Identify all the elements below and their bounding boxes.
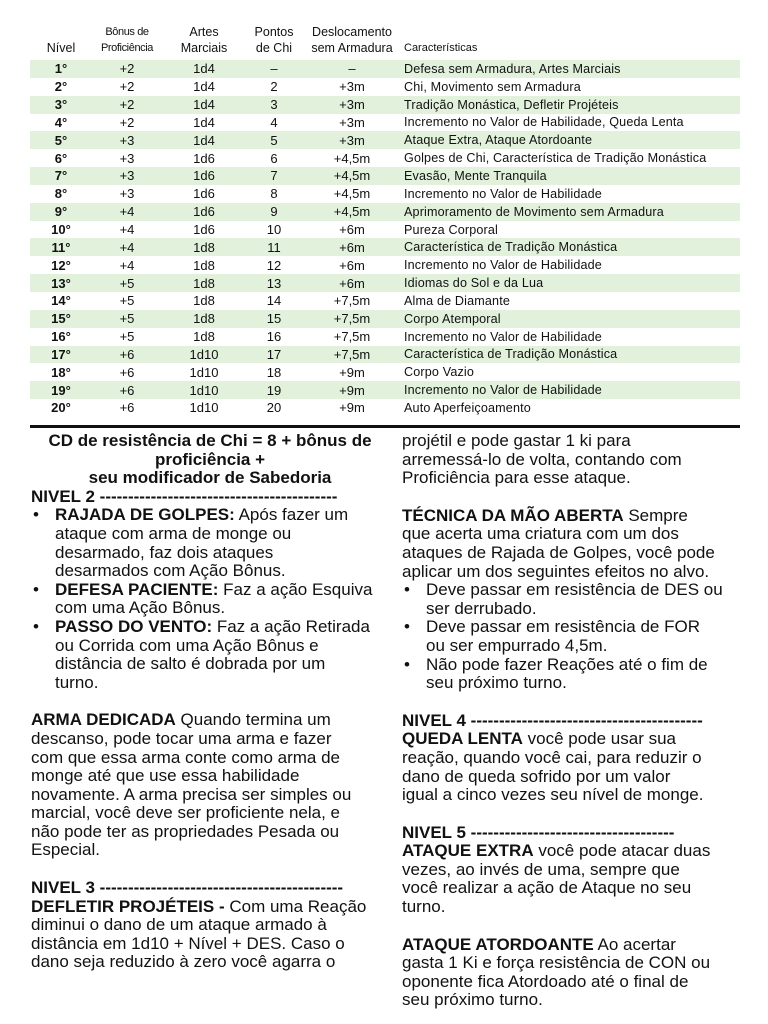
cell-chi-points: 7 (246, 167, 302, 185)
cell-proficiency: +3 (119, 150, 135, 166)
chi-save-dc-title: CD de resistência de Chi = 8 + bônus de proficiência + seu modificador de Sabedoria (48, 431, 372, 488)
monk-progression-table-wrap (30, 24, 740, 417)
table-row (30, 346, 740, 364)
cell-level: 9° (30, 203, 92, 221)
cell-chi-points: 4 (270, 114, 278, 130)
cell-proficiency: +6 (92, 346, 162, 364)
cell-movement: +4,5m (333, 186, 371, 202)
cell-features: Incremento no Valor de Habilidade (402, 381, 740, 399)
cell-proficiency: +3 (92, 167, 162, 185)
table-row (30, 167, 740, 185)
table-header-row (30, 24, 740, 60)
cell-martial-arts: 1d6 (193, 222, 215, 238)
table-row (30, 292, 740, 310)
cell-movement: +7,5m (333, 293, 371, 309)
list-item-no-reactions: • Não pode fazer Reações até o fim de seu próximo turno. (404, 654, 708, 693)
table-row (30, 149, 740, 167)
cell-proficiency: +4 (92, 238, 162, 256)
table-bottom-rule (30, 425, 740, 428)
slow-fall-paragraph: QUEDA LENTA você pode usar sua reação, quando você cai, para reduzir o dano de queda sofrido por um valor igual a cinco vezes seu nível de monge. (402, 729, 704, 805)
cell-level: 14° (51, 293, 71, 309)
cell-proficiency: +3 (92, 131, 162, 149)
cell-chi-points: 6 (270, 150, 278, 166)
level-2-heading: NIVEL 2 ------------------------------------------ (31, 487, 338, 506)
deflect-missiles-paragraph: DEFLETIR PROJÉTEIS - Com uma Reação diminui o dano de um ataque armado à distância em 1d10 + Nível + DES. Caso o dano seja reduzido à zero você agarra o (31, 896, 367, 972)
open-hand-technique-paragraph: TÉCNICA DA MÃO ABERTA Sempre que acerta uma criatura com um dos ataques de Rajada de Golpes, você pode aplicar um dos seguintes efeitos no alvo. (402, 505, 715, 581)
cell-level: 6° (54, 150, 68, 166)
cell-features: Característica de Tradição Monástica (402, 238, 740, 256)
cell-features: Alma de Diamante (404, 293, 510, 308)
cell-features: Ataque Extra, Ataque Atordoante (402, 131, 740, 149)
cell-chi-points: 9 (246, 203, 302, 221)
cell-proficiency: +5 (119, 293, 135, 309)
table-body (30, 60, 740, 417)
cell-movement: +4,5m (302, 167, 402, 185)
cell-movement: +3m (339, 79, 365, 95)
cell-martial-arts: 1d10 (162, 381, 246, 399)
deflect-missiles-continued: projétil e pode gastar 1 ki para arremessá-lo de volta, contando com Proficiência para esse ataque. (402, 431, 682, 488)
cell-level: 19° (30, 381, 92, 399)
cell-level: 20° (51, 400, 71, 416)
level-4-heading: NIVEL 4 ----------------------------------------- (402, 711, 703, 730)
table-row (30, 96, 740, 114)
cell-features: Chi, Movimento sem Armadura (404, 79, 581, 94)
table-row (30, 203, 740, 221)
cell-proficiency: +2 (92, 60, 162, 78)
cell-martial-arts: 1d6 (193, 150, 215, 166)
cell-chi-points: 8 (270, 186, 278, 202)
cell-movement: +6m (302, 238, 402, 256)
cell-chi-points: 20 (266, 400, 282, 416)
cell-chi-points: 19 (246, 381, 302, 399)
cell-martial-arts: 1d4 (162, 60, 246, 78)
cell-martial-arts: 1d8 (162, 238, 246, 256)
cell-chi-points: 3 (246, 96, 302, 114)
cell-level: 4° (54, 114, 68, 130)
cell-martial-arts: 1d4 (162, 96, 246, 114)
header-proficiency: Bônus de Proficiência (100, 26, 154, 54)
cell-movement: +7,5m (333, 329, 371, 345)
list-item-patient-defense: • DEFESA PACIENTE: Faz a ação Esquiva com uma Ação Bônus. (33, 579, 373, 618)
cell-level: 15° (30, 310, 92, 328)
cell-features: Defesa sem Armadura, Artes Marciais (402, 60, 740, 78)
cell-martial-arts: 1d6 (162, 203, 246, 221)
table-row (30, 256, 740, 274)
cell-chi-points: 13 (246, 274, 302, 292)
cell-movement: +6m (339, 257, 365, 273)
cell-level: 5° (30, 131, 92, 149)
bullet-icon: • (404, 617, 410, 637)
header-chi-points: Pontos de Chi (254, 25, 294, 55)
cell-proficiency: +6 (119, 364, 135, 380)
cell-movement: +6m (339, 222, 365, 238)
cell-movement: +4,5m (302, 203, 402, 221)
cell-features: Incremento no Valor de Habilidade (404, 329, 602, 344)
cell-martial-arts: 1d8 (193, 293, 215, 309)
cell-proficiency: +4 (92, 203, 162, 221)
cell-level: 3° (30, 96, 92, 114)
list-item-dex-save: • Deve passar em resistência de DES ou ser derrubado. (404, 580, 723, 618)
level-5-heading: NIVEL 5 ------------------------------------ (402, 823, 675, 842)
cell-movement: +3m (339, 114, 365, 130)
cell-chi-points: 12 (266, 257, 282, 273)
cell-chi-points: 10 (266, 222, 282, 238)
cell-chi-points: 2 (270, 79, 278, 95)
cell-chi-points: 18 (266, 364, 282, 380)
cell-martial-arts: 1d8 (162, 310, 246, 328)
cell-level: 11° (30, 238, 92, 256)
cell-features: Incremento no Valor de Habilidade (404, 186, 602, 201)
cell-chi-points: 5 (246, 131, 302, 149)
cell-proficiency: +6 (119, 400, 135, 416)
cell-martial-arts: 1d4 (193, 114, 215, 130)
cell-proficiency: +4 (119, 257, 135, 273)
cell-martial-arts: 1d8 (162, 274, 246, 292)
cell-features: Auto Aperfeiçoamento (404, 400, 531, 415)
cell-level: 17° (30, 346, 92, 364)
header-level: Nível (46, 41, 76, 55)
list-item-step-of-the-wind: • PASSO DO VENTO: Faz a ação Retirada ou Corrida com uma Ação Bônus e distância de salto é dobrada por um turno. (33, 616, 370, 692)
cell-proficiency: +6 (92, 381, 162, 399)
dedicated-weapon-paragraph: ARMA DEDICADA Quando termina um descanso, pode tocar uma arma e fazer com que essa arma conte como arma de monge até que use essa habilidade novamente. A arma precisa ser simples ou marcial, você deve ser proficiente nela, e não pode ter as propriedades Pesada ou Especial. (31, 710, 352, 860)
cell-level: 16° (51, 329, 71, 345)
cell-proficiency: +5 (92, 274, 162, 292)
cell-movement: +4,5m (333, 150, 371, 166)
left-column (31, 432, 389, 972)
table-row (30, 131, 740, 149)
table-row (30, 238, 740, 256)
cell-martial-arts: 1d6 (162, 167, 246, 185)
cell-chi-points: 16 (266, 329, 282, 345)
table-row (30, 221, 740, 239)
cell-proficiency: +2 (119, 79, 135, 95)
table-row (30, 363, 740, 381)
cell-martial-arts: 1d10 (189, 364, 219, 380)
cell-level: 1° (30, 60, 92, 78)
cell-features: Golpes de Chi, Característica de Tradição Monástica (404, 151, 707, 166)
cell-proficiency: +5 (92, 310, 162, 328)
cell-martial-arts: 1d4 (162, 131, 246, 149)
cell-level: 7° (30, 167, 92, 185)
cell-movement: +7,5m (302, 310, 402, 328)
bullet-icon: • (33, 579, 39, 599)
cell-martial-arts: 1d8 (193, 257, 215, 273)
bullet-icon: • (404, 654, 410, 674)
cell-movement: +6m (302, 274, 402, 292)
cell-martial-arts: 1d6 (193, 186, 215, 202)
cell-movement: +9m (339, 400, 365, 416)
right-column (402, 432, 742, 1010)
list-item-flurry-of-blows: • RAJADA DE GOLPES: Após fazer um ataque com arma de monge ou desarmado, faz dois ataques desarmados com Ação Bônus. (33, 505, 349, 581)
table-row (30, 399, 740, 417)
cell-features: Idiomas do Sol e da Lua (402, 274, 740, 292)
cell-features: Corpo Vazio (404, 365, 475, 380)
cell-features: Aprimoramento de Movimento sem Armadura (402, 203, 740, 221)
cell-proficiency: +2 (119, 114, 135, 130)
stunning-strike-paragraph: ATAQUE ATORDOANTE Ao acertar gasta 1 Ki e força resistência de CON ou oponente fica Atordoado até o final de seu próximo turno. (402, 934, 711, 1010)
cell-movement: +9m (339, 364, 365, 380)
open-hand-effects-list (402, 581, 742, 693)
cell-level: 13° (30, 274, 92, 292)
bullet-icon: • (33, 616, 39, 636)
monk-progression-table (30, 24, 740, 417)
extra-attack-paragraph: ATAQUE EXTRA você pode atacar duas vezes, ao invés de uma, sempre que você realizar a ação de Ataque no seu turno. (402, 841, 711, 917)
cell-features: Característica de Tradição Monástica (402, 346, 740, 364)
table-row (30, 60, 740, 78)
table-row (30, 114, 740, 132)
cell-martial-arts: 1d10 (189, 400, 219, 416)
cell-proficiency: +5 (119, 329, 135, 345)
cell-features: Incremento no Valor de Habilidade (404, 258, 602, 273)
cell-features: Incremento no Valor de Habilidade, Queda Lenta (404, 115, 684, 130)
cell-movement: +3m (302, 96, 402, 114)
cell-movement: +7,5m (302, 346, 402, 364)
table-row (30, 310, 740, 328)
level-3-heading: NIVEL 3 ------------------------------------------- (31, 879, 344, 898)
list-item-str-save: • Deve passar em resistência de FOR ou ser empurrado 4,5m. (404, 617, 700, 655)
cell-chi-points: 15 (246, 310, 302, 328)
cell-level: 18° (51, 364, 71, 380)
bullet-icon: • (404, 580, 410, 600)
header-features: Características (404, 42, 478, 54)
cell-movement: – (302, 60, 402, 78)
cell-martial-arts: 1d8 (193, 329, 215, 345)
cell-movement: +3m (302, 131, 402, 149)
cell-features: Tradição Monástica, Defletir Projéteis (402, 96, 740, 114)
header-martial-arts: Artes Marciais (180, 25, 228, 55)
cell-features: Evasão, Mente Tranquila (402, 167, 740, 185)
cell-martial-arts: 1d10 (162, 346, 246, 364)
cell-proficiency: +2 (92, 96, 162, 114)
cell-level: 8° (54, 186, 68, 202)
header-movement: Deslocamento sem Armadura (311, 25, 393, 55)
cell-chi-points: 17 (246, 346, 302, 364)
table-row (30, 381, 740, 399)
table-row (30, 78, 740, 96)
bullet-icon: • (33, 505, 39, 525)
cell-chi-points: 11 (246, 238, 302, 256)
level-2-list (31, 506, 389, 692)
cell-proficiency: +3 (119, 186, 135, 202)
cell-chi-points: – (246, 60, 302, 78)
cell-chi-points: 14 (266, 293, 282, 309)
cell-features: Pureza Corporal (404, 222, 498, 237)
cell-martial-arts: 1d4 (193, 79, 215, 95)
cell-level: 12° (51, 257, 71, 273)
cell-proficiency: +4 (119, 222, 135, 238)
table-row (30, 185, 740, 203)
cell-level: 2° (54, 79, 68, 95)
table-row (30, 328, 740, 346)
cell-level: 10° (51, 222, 71, 238)
cell-features: Corpo Atemporal (402, 310, 740, 328)
cell-movement: +9m (302, 381, 402, 399)
table-row (30, 274, 740, 292)
